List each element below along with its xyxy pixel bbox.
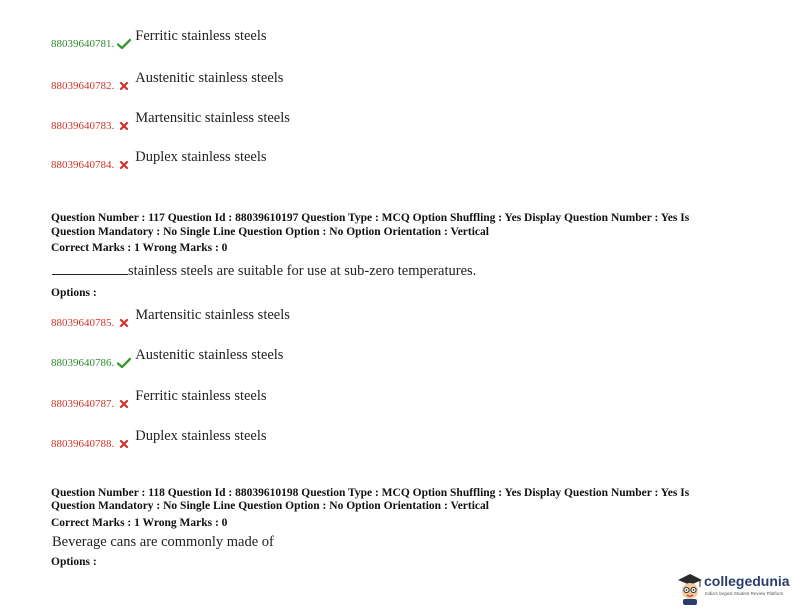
option-text: Martensitic stainless steels	[135, 110, 290, 126]
options-label: Options :	[51, 287, 97, 299]
question-marks: Correct Marks : 1 Wrong Marks : 0	[51, 517, 228, 529]
question-header: Question Number : 117 Question Id : 88039610197 Question Type : MCQ Option Shuffling : Yes Display Question Number : Yes Is	[51, 212, 690, 224]
question-header: Question Mandatory : No Single Line Question Option : No Option Orientation : Vertical	[51, 500, 489, 512]
option-id: 88039640783.	[51, 120, 115, 132]
question-text: stainless steels are suitable for use at sub-zero temperatures.	[52, 262, 476, 279]
logo-tagline: India's largest Student Review Platform	[705, 591, 784, 596]
question-text: Beverage cans are commonly made of	[52, 534, 274, 550]
option-id: 88039640781.	[51, 38, 115, 50]
question-header: Question Number : 118 Question Id : 88039610198 Question Type : MCQ Option Shuffling : Yes Display Question Number : Yes Is	[51, 487, 690, 499]
cross-icon	[117, 438, 131, 450]
option-text: Martensitic stainless steels	[135, 307, 290, 323]
option-row	[51, 28, 267, 50]
check-icon	[117, 357, 131, 369]
option-row	[51, 149, 267, 171]
option-id: 88039640788.	[51, 438, 115, 450]
option-id: 88039640784.	[51, 159, 115, 171]
logo-name: collegedunia	[704, 573, 790, 589]
question-header: Question Mandatory : No Single Line Question Option : No Option Orientation : Vertical	[51, 226, 489, 238]
option-row	[51, 70, 284, 92]
option-id: 88039640782.	[51, 80, 115, 92]
option-row	[51, 110, 290, 132]
cross-icon	[117, 120, 131, 132]
option-text: Ferritic stainless steels	[135, 28, 267, 44]
option-id: 88039640785.	[51, 317, 115, 329]
cross-icon	[117, 159, 131, 171]
collegedunia-logo	[676, 572, 790, 606]
graduate-mascot-icon	[676, 572, 704, 606]
cross-icon	[117, 398, 131, 410]
cross-icon	[117, 317, 131, 329]
option-text: Austenitic stainless steels	[135, 70, 284, 86]
answer-blank	[52, 262, 128, 275]
options-label: Options :	[51, 556, 97, 568]
check-icon	[117, 38, 131, 50]
cross-icon	[117, 80, 131, 92]
option-text: Austenitic stainless steels	[135, 347, 284, 363]
question-marks: Correct Marks : 1 Wrong Marks : 0	[51, 242, 228, 254]
option-row	[51, 388, 267, 410]
option-text: Ferritic stainless steels	[135, 388, 267, 404]
option-row	[51, 347, 284, 369]
option-id: 88039640787.	[51, 398, 115, 410]
option-text: Duplex stainless steels	[135, 149, 267, 165]
option-text: Duplex stainless steels	[135, 428, 267, 444]
option-id: 88039640786.	[51, 357, 115, 369]
option-row	[51, 307, 290, 329]
option-row	[51, 428, 267, 450]
